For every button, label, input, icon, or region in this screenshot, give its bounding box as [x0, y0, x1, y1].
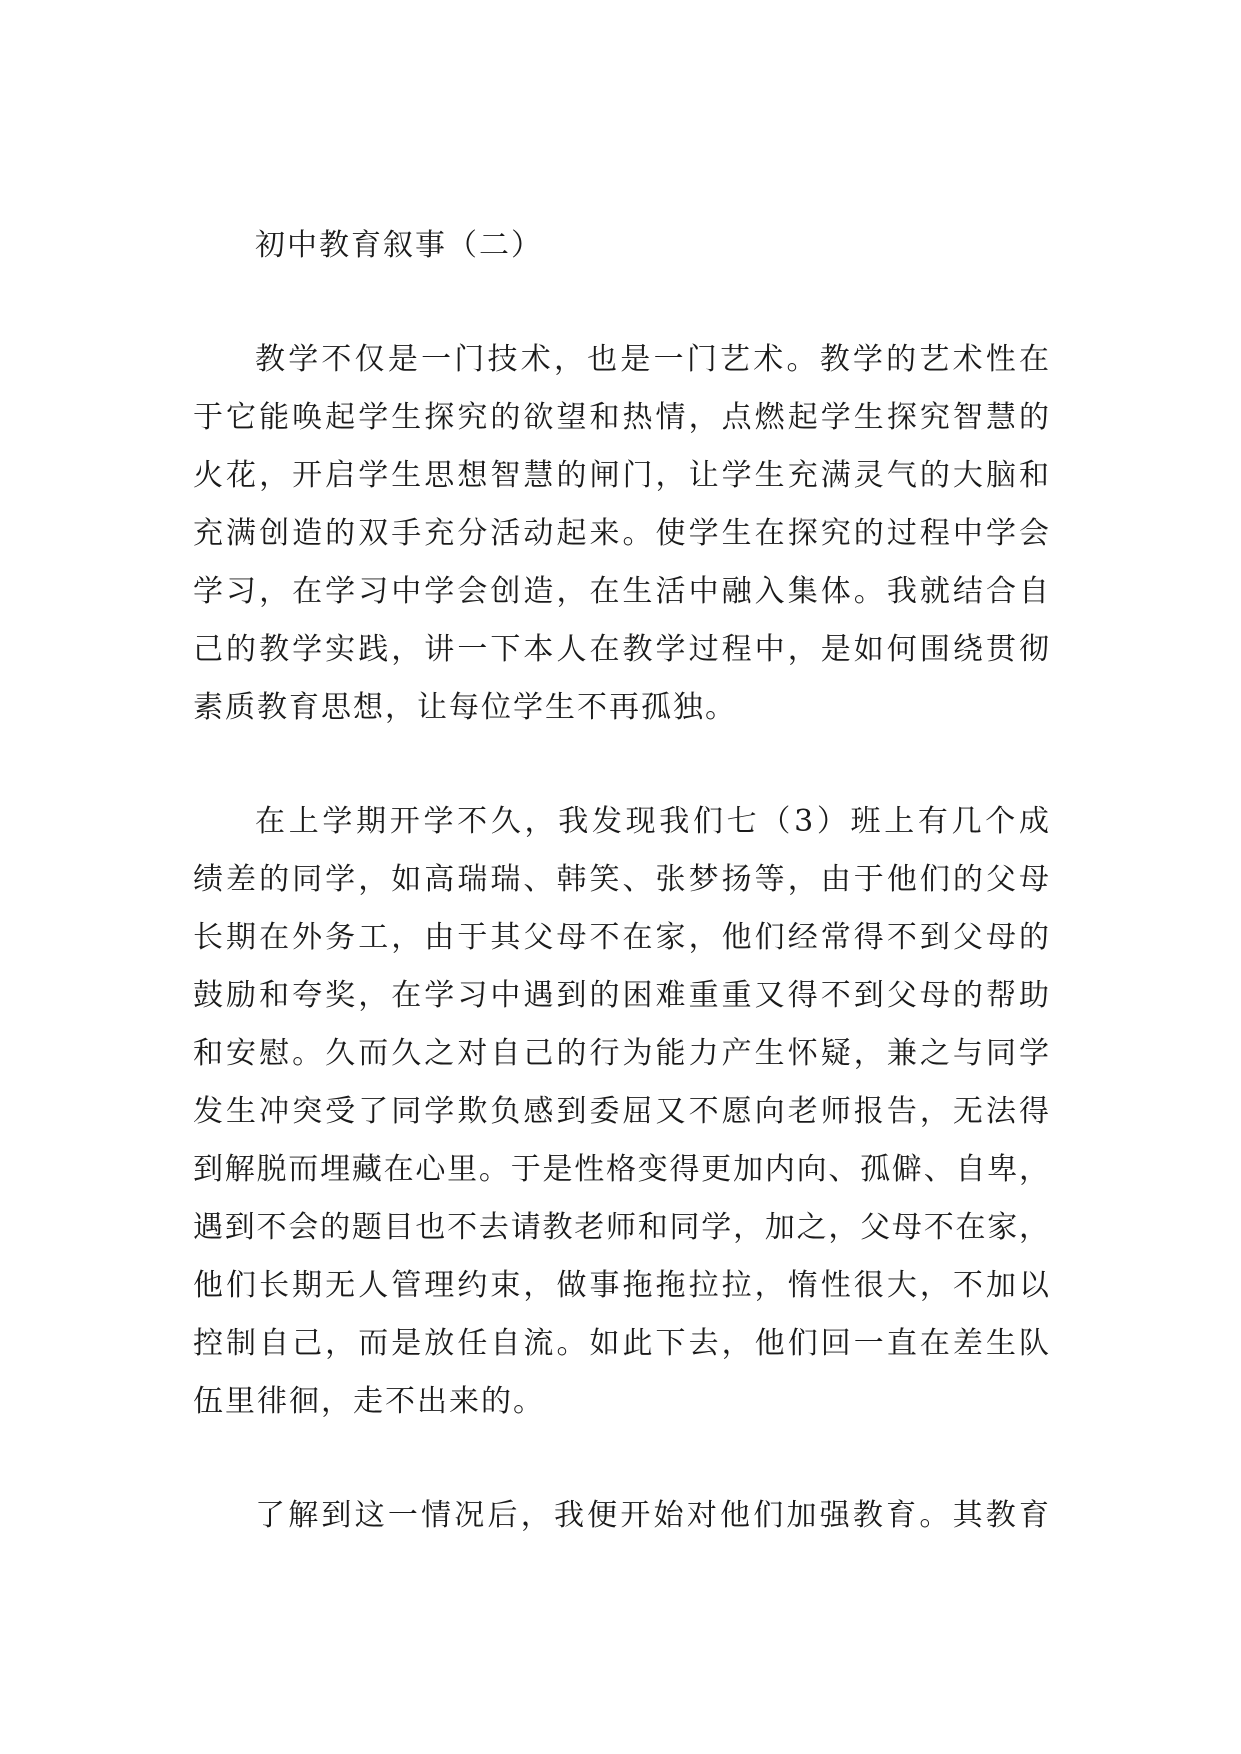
paragraph-2 — [193, 793, 1049, 1431]
paragraph-line: 学习，在学习中学会创造，在生活中融入集体。我就结合自 — [193, 574, 1049, 609]
document-title: 初中教育叙事（二） — [255, 228, 543, 263]
paragraph-line: 到解脱而埋藏在心里。于是性格变得更加内向、孤僻、自卑， — [193, 1152, 1049, 1187]
paragraph-line: 鼓励和夸奖，在学习中遇到的困难重重又得不到父母的帮助 — [193, 978, 1049, 1013]
paragraph-line: 火花，开启学生思想智慧的闸门，让学生充满灵气的大脑和 — [193, 458, 1049, 493]
paragraph-line: 和安慰。久而久之对自己的行为能力产生怀疑，兼之与同学 — [193, 1036, 1049, 1071]
paragraph-line: 教学不仅是一门技术，也是一门艺术。教学的艺术性在 — [255, 342, 1049, 377]
paragraph-line: 绩差的同学，如高瑞瑞、韩笑、张梦扬等，由于他们的父母 — [193, 862, 1049, 897]
paragraph-line: 充满创造的双手充分活动起来。使学生在探究的过程中学会 — [193, 516, 1049, 551]
paragraph-line: 他们长期无人管理约束，做事拖拖拉拉，惰性很大，不加以 — [193, 1268, 1049, 1303]
paragraph-line: 发生冲突受了同学欺负感到委屈又不愿向老师报告，无法得 — [193, 1094, 1049, 1129]
paragraph-line: 在上学期开学不久，我发现我们七（3）班上有几个成 — [255, 804, 1049, 839]
paragraph-line: 己的教学实践，讲一下本人在教学过程中，是如何围绕贯彻 — [193, 632, 1049, 667]
paragraph-3 — [193, 1487, 1049, 1545]
paragraph-line: 于它能唤起学生探究的欲望和热情，点燃起学生探究智慧的 — [193, 400, 1049, 435]
paragraph-line: 素质教育思想，让每位学生不再孤独。 — [193, 690, 737, 725]
paragraph-line: 了解到这一情况后，我便开始对他们加强教育。其教育 — [255, 1498, 1049, 1533]
paragraph-line: 伍里徘徊，走不出来的。 — [193, 1384, 545, 1419]
paragraph-1 — [193, 331, 1049, 737]
paragraph-line: 长期在外务工，由于其父母不在家，他们经常得不到父母的 — [193, 920, 1049, 955]
document-body — [193, 217, 1049, 1545]
paragraph-line: 控制自己，而是放任自流。如此下去，他们回一直在差生队 — [193, 1326, 1049, 1361]
paragraph-line: 遇到不会的题目也不去请教老师和同学，加之，父母不在家， — [193, 1210, 1049, 1245]
